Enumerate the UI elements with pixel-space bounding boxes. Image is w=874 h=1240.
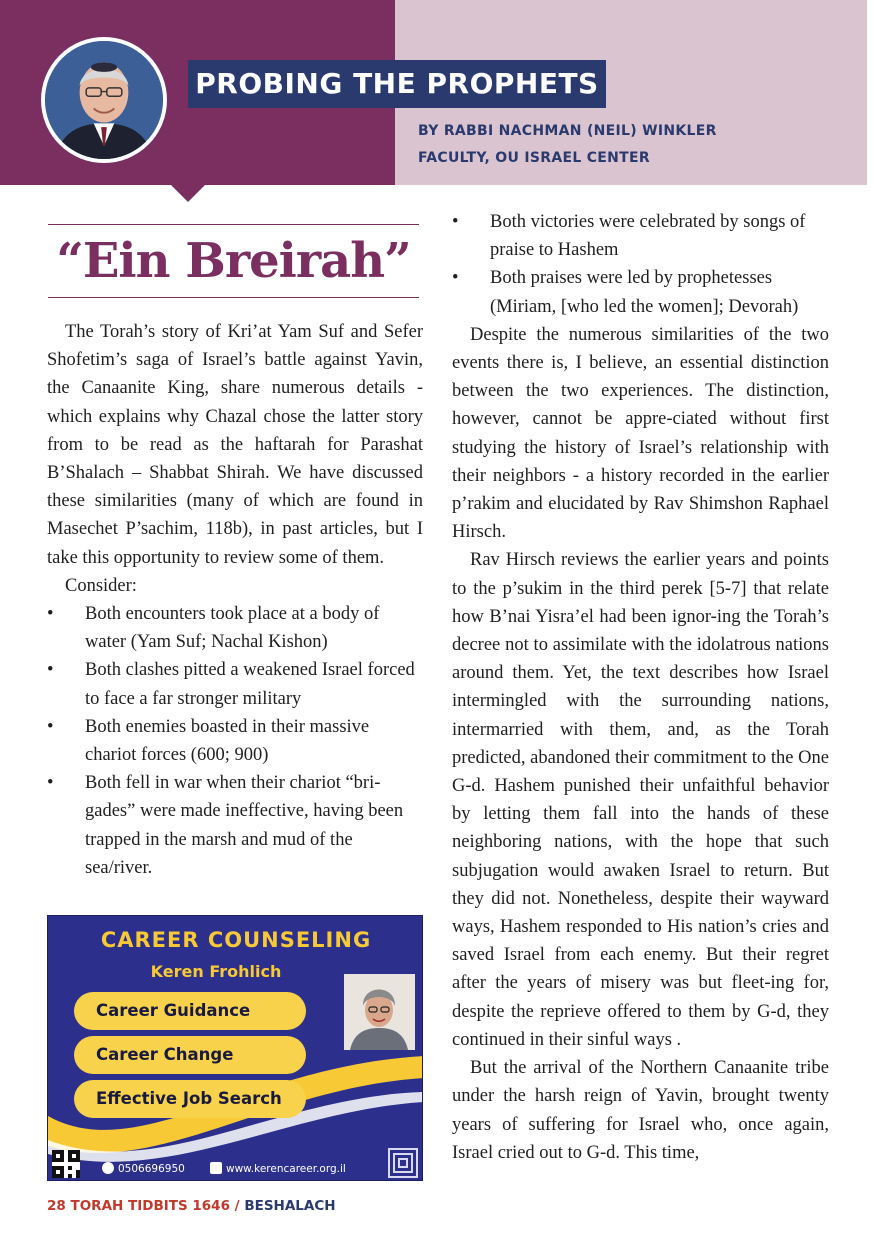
right-column (452, 208, 829, 1167)
bullet-icon: • (47, 773, 54, 794)
bullet-icon: • (47, 660, 54, 681)
author-name: BY RABBI NACHMAN (NEIL) WINKLER (418, 123, 717, 139)
list-item: • Both fell in war when their chariot “bri-gades” were made ineffective, having been trapped in the marsh and mud of the sea/river. (47, 769, 423, 882)
phone-icon (102, 1162, 114, 1174)
ad-counselor-name: Keren Frohlich (150, 962, 282, 981)
body-paragraph: Rav Hirsch reviews the earlier years and points to the p’sukim in the third perek [5-7] that relate how B’nai Yisra’el had been ignor-ing the Torah’s decree not to assimilate with the idolatrous nations around them. Yet, the text describes how Israel intermingled with the surrounding nations, intermarried with them, and, as the Torah predicted, abandoned their commitment to the One G-d. Hashem punished their unfaithful behavior by letting them fall into the hands of these neighboring nations, with the hope that such subjugation would awaken Israel to return. But they did not. Nonetheless, despite their wayward ways, Hashem responded to His nation’s cries and saved Israel from each enemy. But their regret after the years of misery was but fleet-ing for, despite the reprieve offered to them by G-d, they continued in their sinful ways . (452, 550, 829, 1050)
counselor-portrait-icon (344, 974, 415, 1050)
ad-title: CAREER COUNSELING (100, 928, 372, 952)
list-item: • Both praises were led by prophetesses (Miriam, [who led the women]; Devorah) (452, 264, 829, 320)
consider-label: Consider: (65, 575, 137, 596)
article-title-block (48, 224, 419, 298)
ad-phone-text: 0506696950 (118, 1163, 185, 1175)
ad-website[interactable] (210, 1162, 346, 1175)
ad-website-text: www.kerencareer.org.il (226, 1163, 346, 1175)
bullet-icon: • (452, 212, 459, 232)
similarities-list-continued (452, 208, 829, 321)
ad-logo-icon (388, 1148, 418, 1178)
counselor-photo (344, 974, 415, 1050)
intro-paragraph: The Torah’s story of Kri’at Yam Suf and Sefer Shofetim’s saga of Israel’s battle against Yavin, the Canaanite King, share numerous details - which explains why Chazal chose the latter story from to be read as the haftarah for Parashat B’Shalach – Shabbat Shirah. We have discussed these similarities (many of which are found in Masechet P’sachim, 118b), in past articles, but I take this opportunity to review some of them. (47, 322, 423, 568)
bullet-icon: • (47, 604, 54, 625)
list-item: • Both encounters took place at a body of water (Yam Suf; Nachal Kishon) (47, 600, 423, 656)
similarities-list (47, 600, 423, 882)
byline (418, 118, 717, 172)
column-title: PROBING THE PROPHETS (188, 60, 606, 108)
web-icon (210, 1162, 222, 1174)
ad-phone[interactable] (102, 1162, 185, 1175)
bullet-icon: • (47, 716, 54, 737)
page-number-label: 28 TORAH TIDBITS 1646 (47, 1198, 230, 1214)
author-photo (41, 37, 167, 163)
career-counseling-ad[interactable] (47, 915, 423, 1181)
page-footer (47, 1198, 336, 1214)
list-item: • Both victories were celebrated by songs of praise to Hashem (452, 208, 829, 264)
left-column (47, 318, 423, 882)
bullet-icon: • (452, 268, 459, 289)
section-name: BESHALACH (244, 1198, 336, 1214)
header-pointer (170, 184, 206, 202)
service-career-change: Career Change (74, 1036, 306, 1074)
footer-separator: / (229, 1198, 245, 1214)
article-title: “Ein Breirah” (56, 233, 411, 289)
body-paragraph: But the arrival of the Northern Canaanite tribe under the harsh reign of Yavin, brought twenty years of suffering for Israel who, once again, Israel cried out to G-d. This time, (452, 1058, 829, 1163)
qr-code-icon (52, 1150, 80, 1178)
author-portrait-icon (45, 41, 163, 159)
service-career-guidance: Career Guidance (74, 992, 306, 1030)
body-paragraph: Despite the numerous similarities of the two events there is, I believe, an essential distinction between the two experiences. The distinction, however, cannot be appre-ciated without first studying the history of Israel’s relationship with their neighbors - a history recorded in the earlier p’rakim and elucidated by Rav Shimshon Raphael Hirsch. (452, 324, 829, 543)
list-item: • Both clashes pitted a weakened Israel forced to face a far stronger military (47, 656, 423, 712)
service-job-search: Effective Job Search (74, 1080, 306, 1118)
author-affiliation: FACULTY, OU ISRAEL CENTER (418, 150, 650, 166)
list-item: • Both enemies boasted in their massive chariot forces (600; 900) (47, 713, 423, 769)
